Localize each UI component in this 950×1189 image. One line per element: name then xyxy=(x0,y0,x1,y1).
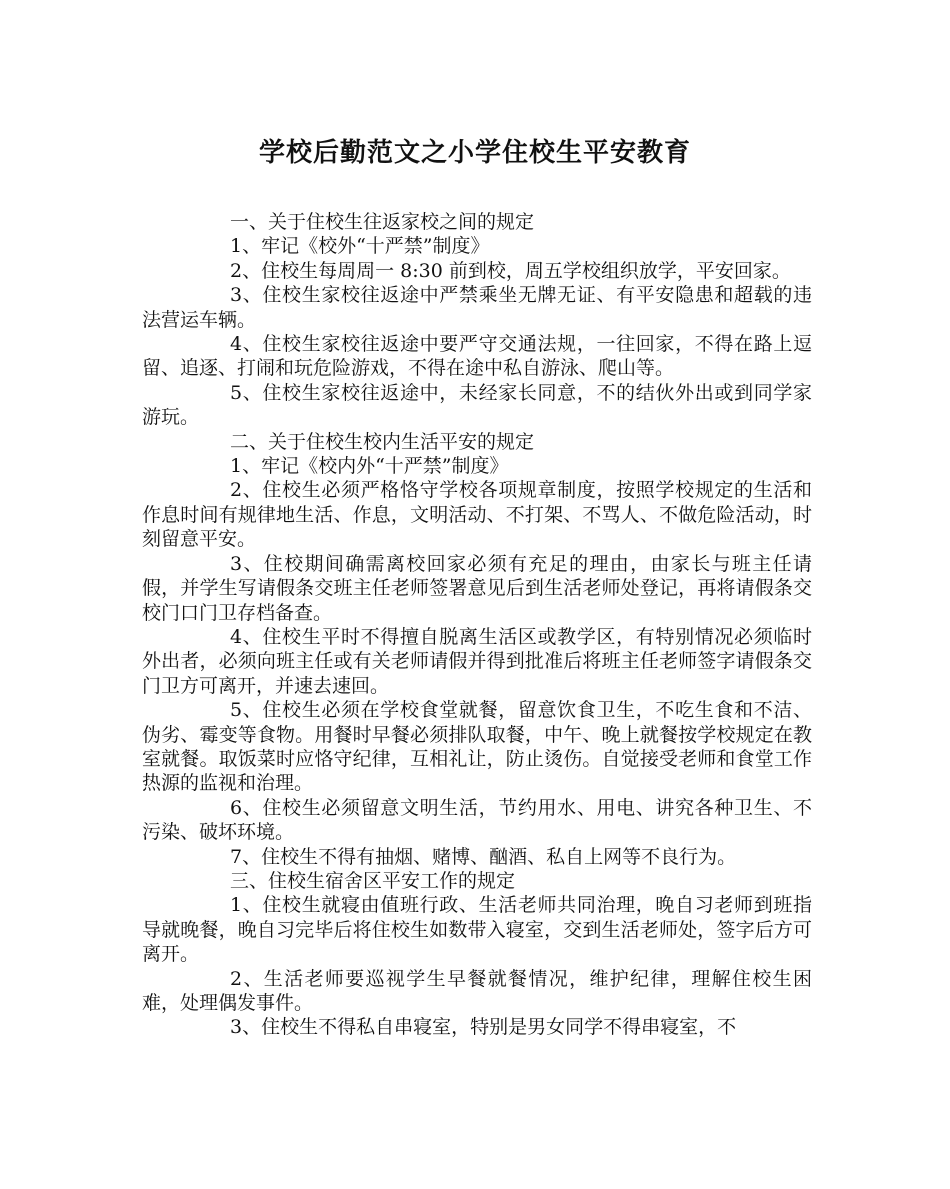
paragraph: 5、住校生家校往返途中，未经家长同意，不的结伙外出或到同学家游玩。 xyxy=(142,381,812,429)
document-body xyxy=(142,210,812,1040)
paragraph: 1、住校生就寝由值班行政、生活老师共同治理，晚自习老师到班指导就晚餐，晚自习完毕后将住校生如数带入寝室，交到生活老师处，签字后方可离开。 xyxy=(142,894,812,966)
paragraph: 1、牢记《校内外“十严禁”制度》 xyxy=(230,455,509,478)
paragraph: 3、住校期间确需离校回家必须有充足的理由，由家长与班主任请假，并学生写请假条交班主任老师签署意见后到生活老师处登记，再将请假条交校门口门卫存档备查。 xyxy=(142,552,812,624)
paragraph: 6、住校生必须留意文明生活，节约用水、用电、讲究各种卫生、不污染、破坏环境。 xyxy=(142,796,812,844)
paragraph: 4、住校生家校往返途中要严守交通法规，一往回家，不得在路上逗留、追逐、打闹和玩危险游戏，不得在途中私自游泳、爬山等。 xyxy=(142,333,812,380)
section-heading-1: 一、关于住校生往返家校之间的规定 xyxy=(230,211,535,233)
paragraph: 4、住校生平时不得擅自脱离生活区或教学区，有特别情况必须临时外出者，必须向班主任或有关老师请假并得到批准后将班主任老师签字请假条交门卫方可离开，并速去速回。 xyxy=(142,625,812,697)
paragraph: 2、生活老师要巡视学生早餐就餐情况，维护纪律，理解住校生困难，处理偶发事件。 xyxy=(142,967,812,1014)
section-heading-3: 三、住校生宿舍区平安工作的规定 xyxy=(230,869,516,892)
paragraph: 3、住校生不得私自串寝室，特别是男女同学不得串寝室，不 xyxy=(230,1016,737,1039)
paragraph: 3、住校生家校往返途中严禁乘坐无牌无证、有平安隐患和超载的违法营运车辆。 xyxy=(142,284,812,331)
paragraph: 1、牢记《校外“十严禁”制度》 xyxy=(230,235,490,258)
paragraph: 7、住校生不得有抽烟、赌博、酗酒、私自上网等不良行为。 xyxy=(230,845,737,868)
paragraph: 2、住校生必须严格恪守学校各项规章制度，按照学校规定的生活和作息时间有规律地生活、作息，文明活动、不打架、不骂人、不做危险活动，时刻留意平安。 xyxy=(142,479,812,551)
paragraph: 2、住校生每周周一 8:30 前到校，周五学校组织放学，平安回家。 xyxy=(230,259,791,282)
section-heading-2: 二、关于住校生校内生活平安的规定 xyxy=(230,430,535,453)
paragraph: 5、住校生必须在学校食堂就餐，留意饮食卫生，不吃生食和不洁、伪劣、霉变等食物。用餐时早餐必须排队取餐，中午、晚上就餐按学校规定在教室就餐。取饭菜时应恪守纪律，互相礼让，防止烫伤。自觉接受老师和食堂工作热源的监视和治理。 xyxy=(142,699,812,795)
document-title: 学校后勤范文之小学住校生平安教育 xyxy=(258,138,691,168)
